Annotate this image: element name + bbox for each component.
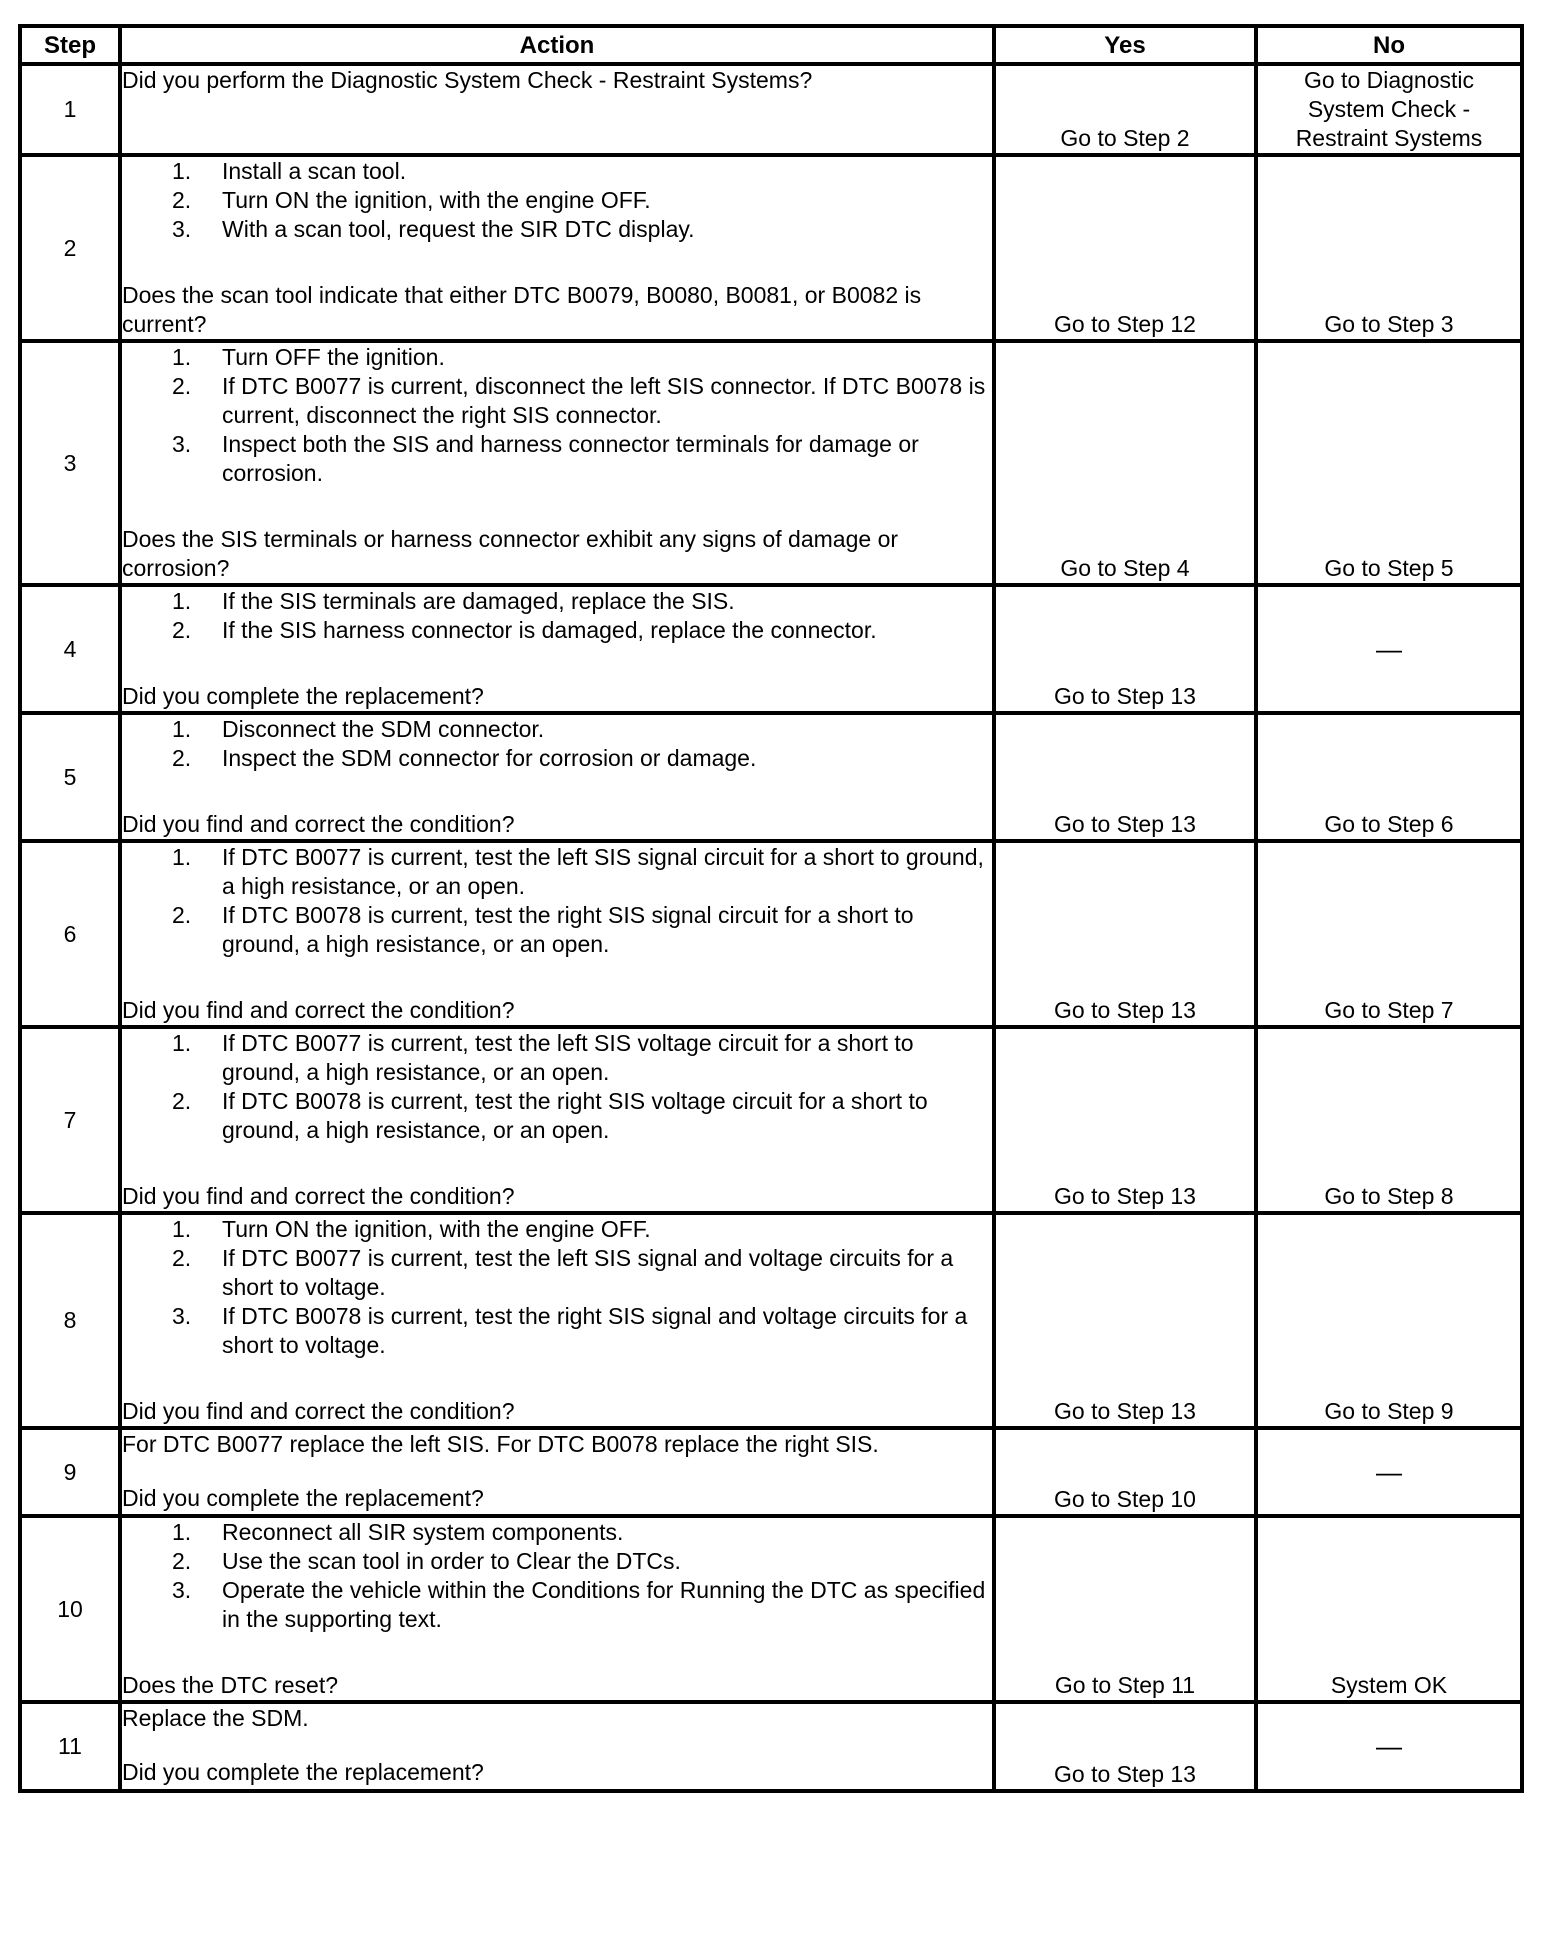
list-item-text: If the SIS harness connector is damaged, replace the connector. <box>222 617 877 643</box>
list-item <box>122 715 992 744</box>
action-cell <box>120 155 994 341</box>
no-dash: — <box>1376 633 1402 664</box>
yes-cell: Go to Step 13 <box>994 1027 1256 1213</box>
step-number: 6 <box>20 841 120 1027</box>
list-item-text: If DTC B0078 is current, test the right SIS signal and voltage circuits for a short to voltage. <box>222 1303 968 1358</box>
no-cell <box>1256 1516 1522 1702</box>
action-list <box>122 715 992 773</box>
list-item-number: 2. <box>172 1548 192 1574</box>
action-cell <box>120 713 994 841</box>
no-cell <box>1256 841 1522 1027</box>
action-cell <box>120 585 994 713</box>
list-item-text: Turn ON the ignition, with the engine OFF. <box>222 1216 651 1242</box>
list-item-number: 2. <box>172 1245 192 1271</box>
list-item-text: Inspect the SDM connector for corrosion or damage. <box>222 745 757 771</box>
list-item-number: 1. <box>172 1216 192 1242</box>
table-body <box>20 64 1522 1791</box>
list-item <box>122 215 992 244</box>
list-item-number: 1. <box>172 1519 192 1545</box>
yes-cell: Go to Step 13 <box>994 1702 1256 1791</box>
list-item-text: Disconnect the SDM connector. <box>222 716 545 742</box>
action-cell <box>120 1213 994 1428</box>
list-item-text: Turn ON the ignition, with the engine OFF. <box>222 187 651 213</box>
yes-cell: Go to Step 13 <box>994 585 1256 713</box>
spacer <box>122 1459 992 1484</box>
no-dash: — <box>1376 1456 1402 1487</box>
step-number: 1 <box>20 64 120 155</box>
step-number: 2 <box>20 155 120 341</box>
table-row <box>20 585 1522 713</box>
question-text: Does the scan tool indicate that either DTC B0079, B0080, B0081, or B0082 is current? <box>122 282 922 337</box>
no-cell <box>1256 1213 1522 1428</box>
question-text: Did you find and correct the condition? <box>122 811 515 837</box>
no-cell <box>1256 1428 1522 1516</box>
list-item-number: 3. <box>172 216 192 242</box>
action-list <box>122 1029 992 1145</box>
spacer <box>122 1634 992 1671</box>
action-list <box>122 343 992 488</box>
step-number: 8 <box>20 1213 120 1428</box>
step-number: 10 <box>20 1516 120 1702</box>
list-item-text: Operate the vehicle within the Conditions for Running the DTC as specified in the supporting text. <box>222 1577 986 1632</box>
no-text: Go to Step 5 <box>1324 555 1454 581</box>
step-number: 5 <box>20 713 120 841</box>
table-row <box>20 155 1522 341</box>
no-cell <box>1256 1027 1522 1213</box>
yes-cell: Go to Step 13 <box>994 841 1256 1027</box>
yes-cell: Go to Step 13 <box>994 713 1256 841</box>
spacer <box>122 244 992 281</box>
action-list <box>122 587 992 645</box>
list-item <box>122 1244 992 1302</box>
spacer <box>122 488 992 525</box>
list-item-text: If DTC B0078 is current, test the right SIS signal circuit for a short to ground, a high resistance, or an open. <box>222 902 914 957</box>
yes-cell: Go to Step 2 <box>994 64 1256 155</box>
list-item <box>122 1547 992 1576</box>
list-item-number: 1. <box>172 588 192 614</box>
header-row <box>20 26 1522 64</box>
action-list <box>122 157 992 244</box>
table-row <box>20 1702 1522 1791</box>
list-item-number: 3. <box>172 1303 192 1329</box>
table-row <box>20 1027 1522 1213</box>
no-text: Go to Step 6 <box>1324 811 1454 837</box>
list-item-text: Reconnect all SIR system components. <box>222 1519 624 1545</box>
action-cell <box>120 64 994 155</box>
header-no: No <box>1256 26 1522 64</box>
list-item-text: Install a scan tool. <box>222 158 407 184</box>
list-item-number: 2. <box>172 373 192 399</box>
action-text: For DTC B0077 replace the left SIS. For DTC B0078 replace the right SIS. <box>122 1431 879 1457</box>
list-item <box>122 616 992 645</box>
header-step: Step <box>20 26 120 64</box>
question-text: Does the DTC reset? <box>122 1672 339 1698</box>
table-row <box>20 713 1522 841</box>
spacer <box>122 773 992 810</box>
action-cell <box>120 341 994 585</box>
no-text: System Check - <box>1307 96 1471 122</box>
list-item-number: 2. <box>172 617 192 643</box>
table-row <box>20 1516 1522 1702</box>
no-cell <box>1256 1702 1522 1791</box>
list-item <box>122 1087 992 1145</box>
table-row <box>20 841 1522 1027</box>
list-item <box>122 343 992 372</box>
list-item-text: If DTC B0077 is current, test the left SIS signal and voltage circuits for a short to voltage. <box>222 1245 954 1300</box>
action-cell <box>120 1027 994 1213</box>
spacer <box>122 645 992 682</box>
question-text: Did you complete the replacement? <box>122 683 484 709</box>
list-item-number: 3. <box>172 1577 192 1603</box>
spacer <box>122 959 992 996</box>
list-item <box>122 1518 992 1547</box>
header-yes: Yes <box>994 26 1256 64</box>
list-item-text: If DTC B0078 is current, test the right SIS voltage circuit for a short to ground, a high resistance, or an open. <box>222 1088 928 1143</box>
no-text: Go to Step 8 <box>1324 1183 1454 1209</box>
no-text: System OK <box>1330 1672 1448 1698</box>
action-text: Replace the SDM. <box>122 1705 309 1731</box>
yes-cell: Go to Step 4 <box>994 341 1256 585</box>
list-item-text: Inspect both the SIS and harness connector terminals for damage or corrosion. <box>222 431 919 486</box>
action-text: Did you perform the Diagnostic System Check - Restraint Systems? <box>122 67 813 93</box>
list-item-text: Use the scan tool in order to Clear the DTCs. <box>222 1548 681 1574</box>
yes-cell: Go to Step 13 <box>994 1213 1256 1428</box>
list-item-number: 3. <box>172 431 192 457</box>
list-item-text: With a scan tool, request the SIR DTC display. <box>222 216 695 242</box>
list-item <box>122 1215 992 1244</box>
no-cell <box>1256 64 1522 155</box>
spacer <box>122 1360 992 1397</box>
action-list <box>122 1518 992 1634</box>
spacer <box>122 1733 992 1758</box>
list-item-number: 2. <box>172 745 192 771</box>
list-item-number: 1. <box>172 344 192 370</box>
list-item <box>122 901 992 959</box>
list-item <box>122 587 992 616</box>
list-item-text: If DTC B0077 is current, test the left SIS voltage circuit for a short to ground, a high resistance, or an open. <box>222 1030 914 1085</box>
list-item-number: 1. <box>172 716 192 742</box>
no-cell <box>1256 713 1522 841</box>
list-item-text: If DTC B0077 is current, disconnect the left SIS connector. If DTC B0078 is current, disconnect the right SIS connector. <box>222 373 986 428</box>
list-item-number: 2. <box>172 902 192 928</box>
list-item <box>122 186 992 215</box>
yes-cell: Go to Step 12 <box>994 155 1256 341</box>
action-cell <box>120 1702 994 1791</box>
list-item-text: If DTC B0077 is current, test the left SIS signal circuit for a short to ground, a high resistance, or an open. <box>222 844 984 899</box>
no-text: Go to Step 9 <box>1324 1398 1454 1424</box>
list-item <box>122 430 992 488</box>
list-item-text: Turn OFF the ignition. <box>222 344 445 370</box>
action-cell <box>120 1428 994 1516</box>
no-text: Go to Step 7 <box>1324 997 1454 1023</box>
table-row <box>20 1213 1522 1428</box>
list-item-text: If the SIS terminals are damaged, replace the SIS. <box>222 588 735 614</box>
no-text: Go to Diagnostic <box>1303 67 1475 93</box>
header-action: Action <box>120 26 994 64</box>
list-item-number: 2. <box>172 1088 192 1114</box>
list-item <box>122 1302 992 1360</box>
list-item <box>122 157 992 186</box>
step-number: 11 <box>20 1702 120 1791</box>
list-item <box>122 1029 992 1087</box>
no-text: Go to Step 3 <box>1324 311 1454 337</box>
step-number: 9 <box>20 1428 120 1516</box>
question-text: Did you find and correct the condition? <box>122 1183 515 1209</box>
spacer <box>122 1145 992 1182</box>
list-item-number: 2. <box>172 187 192 213</box>
table-row <box>20 1428 1522 1516</box>
question-text: Did you complete the replacement? <box>122 1485 484 1511</box>
step-number: 3 <box>20 341 120 585</box>
list-item-number: 1. <box>172 158 192 184</box>
action-list <box>122 843 992 959</box>
question-text: Did you find and correct the condition? <box>122 1398 515 1424</box>
list-item-number: 1. <box>172 1030 192 1056</box>
action-cell <box>120 1516 994 1702</box>
yes-cell: Go to Step 10 <box>994 1428 1256 1516</box>
list-item-number: 1. <box>172 844 192 870</box>
diagnostic-table <box>18 24 1524 1793</box>
question-text: Does the SIS terminals or harness connector exhibit any signs of damage or corrosion? <box>122 526 899 581</box>
list-item <box>122 843 992 901</box>
no-cell <box>1256 585 1522 713</box>
no-cell <box>1256 341 1522 585</box>
list-item <box>122 744 992 773</box>
no-dash: — <box>1376 1731 1402 1761</box>
step-number: 4 <box>20 585 120 713</box>
table-row <box>20 64 1522 155</box>
yes-cell: Go to Step 11 <box>994 1516 1256 1702</box>
action-list <box>122 1215 992 1360</box>
list-item <box>122 372 992 430</box>
no-text: Restraint Systems <box>1295 125 1483 151</box>
list-item <box>122 1576 992 1634</box>
table-row <box>20 341 1522 585</box>
action-cell <box>120 841 994 1027</box>
question-text: Did you complete the replacement? <box>122 1759 484 1785</box>
step-number: 7 <box>20 1027 120 1213</box>
no-cell <box>1256 155 1522 341</box>
question-text: Did you find and correct the condition? <box>122 997 515 1023</box>
